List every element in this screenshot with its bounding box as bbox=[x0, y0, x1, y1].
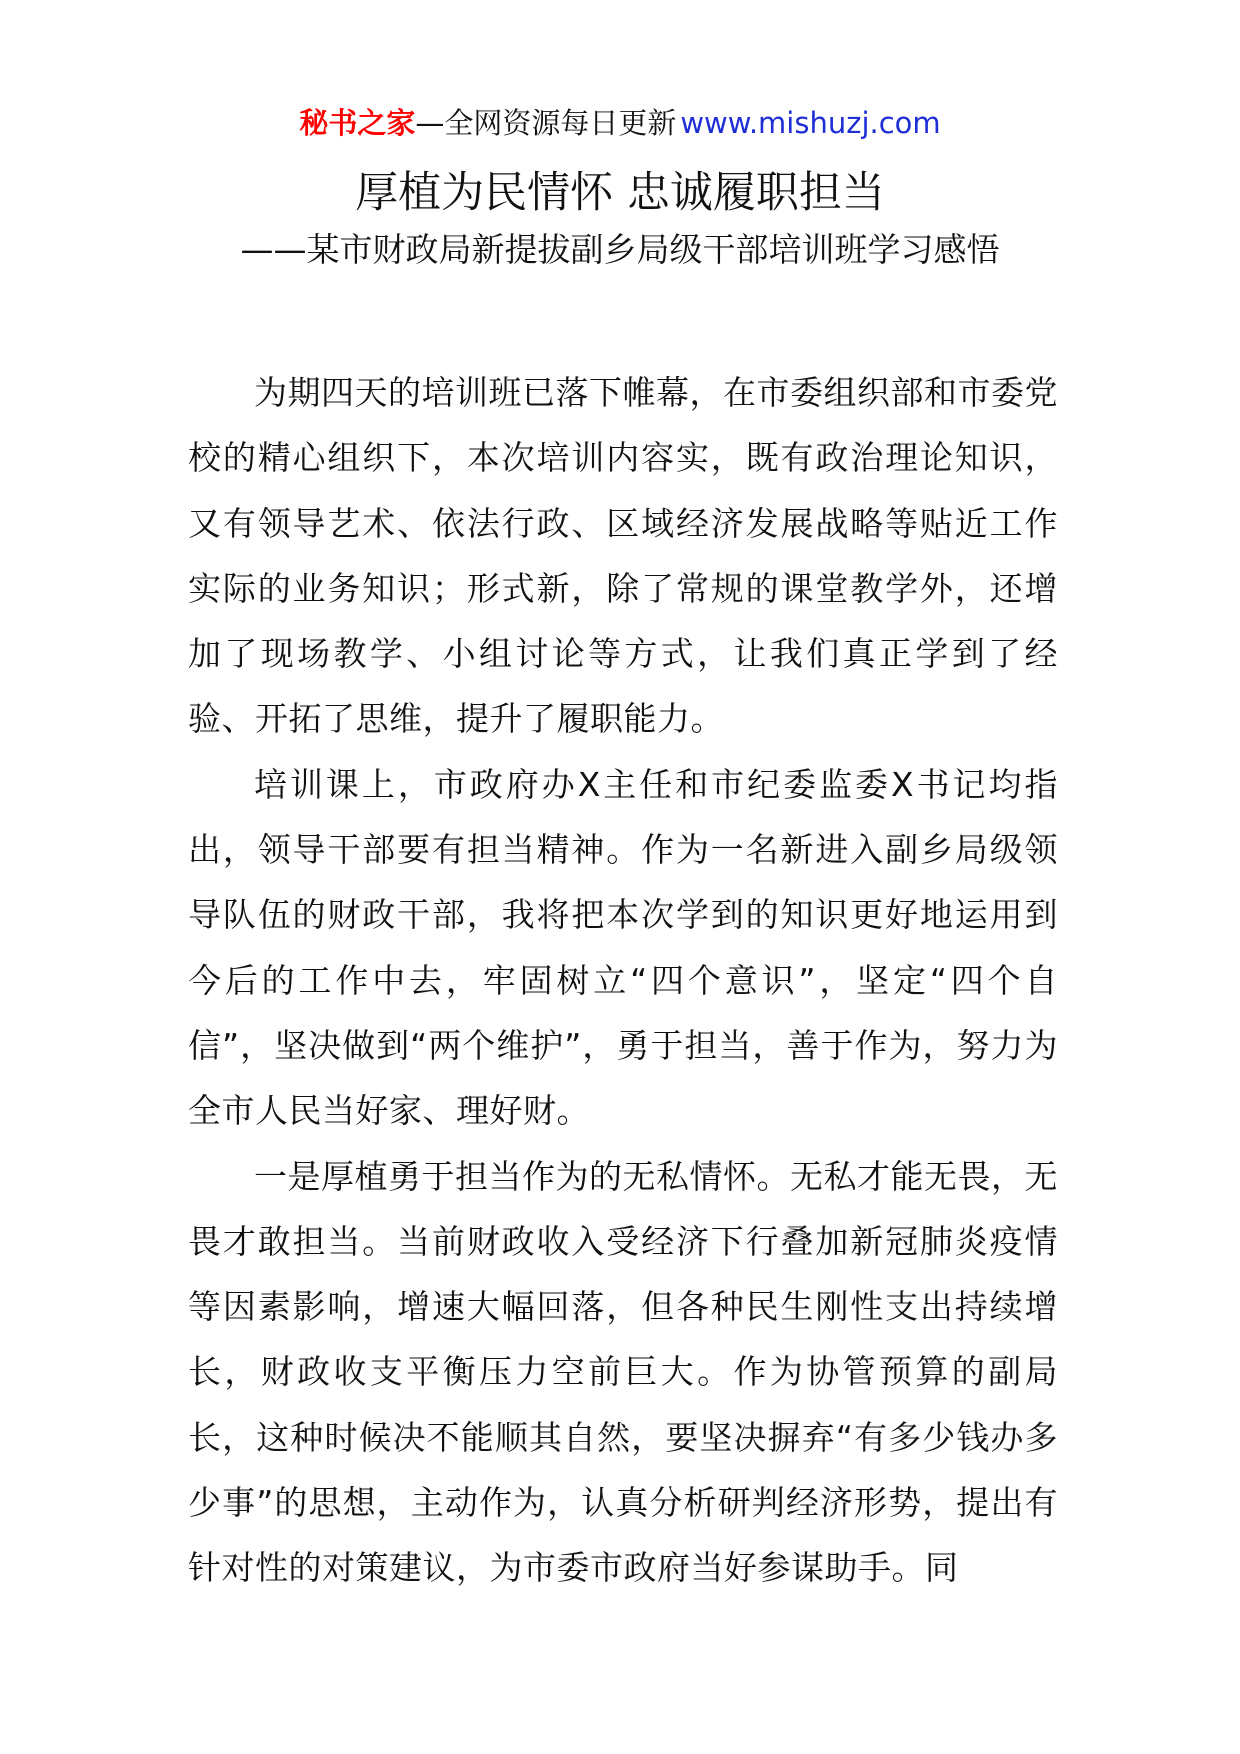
site-url-link[interactable]: www.mishuzj.com bbox=[680, 106, 941, 140]
paragraph: 培训课上，市政府办X主任和市纪委监委X书记均指出，领导干部要有担当精神。作为一名新进入副乡局级领导队伍的财政干部，我将把本次学到的知识更好地运用到今后的工作中去，牢固树立“四个意识”，坚定“四个自信”，坚决做到“两个维护”，勇于担当，善于作为，努力为全市人民当好家、理好财。 bbox=[188, 764, 1058, 1131]
site-tagline: —全网资源每日更新 bbox=[415, 106, 677, 140]
paragraph: 一是厚植勇于担当作为的无私情怀。无私才能无畏，无畏才敢担当。当前财政收入受经济下行叠加新冠肺炎疫情等因素影响，增速大幅回落，但各种民生刚性支出持续增长，财政收支平衡压力空前巨大。作为协管预算的副局长，这种时候决不能顺其自然，要坚决摒弃“有多少钱办多少事”的思想，主动作为，认真分析研判经济形势，提出有针对性的对策建议，为市委市政府当好参谋助手。同 bbox=[188, 1156, 1058, 1588]
site-header bbox=[0, 103, 1240, 143]
paragraph: 为期四天的培训班已落下帷幕，在市委组织部和市委党校的精心组织下，本次培训内容实，既有政治理论知识，又有领导艺术、依法行政、区域经济发展战略等贴近工作实际的业务知识；形式新，除了常规的课堂教学外，还增加了现场教学、小组讨论等方式，让我们真正学到了经验、开拓了思维，提升了履职能力。 bbox=[188, 373, 1058, 739]
site-brand: 秘书之家 bbox=[299, 106, 416, 140]
document-body bbox=[188, 360, 1058, 1601]
document-title: 厚植为民情怀 忠诚履职担当 bbox=[355, 168, 885, 218]
document-subtitle: ——某市财政局新提拔副乡局级干部培训班学习感悟 bbox=[240, 230, 1000, 269]
